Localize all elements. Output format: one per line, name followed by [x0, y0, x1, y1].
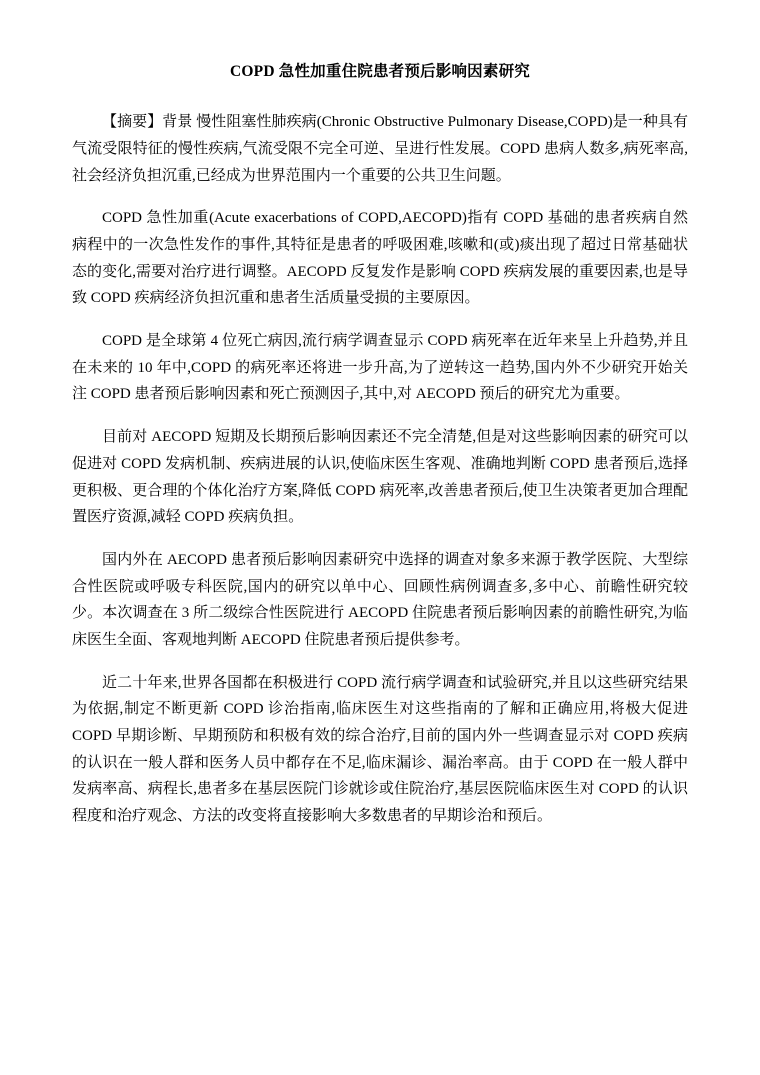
page-title: COPD 急性加重住院患者预后影响因素研究: [230, 63, 530, 80]
paragraph-study-design: 国内外在 AECOPD 患者预后影响因素研究中选择的调查对象多来源于教学医院、大型综合性医院或呼吸专科医院,国内的研究以单中心、回顾性病例调查多,多中心、前瞻性研究较少。本次调查在 3 所二级综合性医院进行 AECOPD 住院患者预后影响因素的前瞻性研究,为临床医生全面、客观地判断 AECOPD 住院患者预后提供参考。: [72, 551, 688, 648]
paragraph-aecopd-definition: COPD 急性加重(Acute exacerbations of COPD,AECOPD)指有 COPD 基础的患者疾病自然病程中的一次急性发作的事件,其特征是患者的呼吸困难,咳嗽和(或)痰出现了超过日常基础状态的变化,需要对治疗进行调整。AECOPD 反复发作是影响 COPD 疾病发展的重要因素,也是导致 COPD 疾病经济负担沉重和患者生活质量受损的主要原因。: [72, 210, 688, 307]
paragraph-prognosis-factors: 目前对 AECOPD 短期及长期预后影响因素还不完全清楚,但是对这些影响因素的研究可以促进对 COPD 发病机制、疾病进展的认识,使临床医生客观、准确地判断 COPD 患者预后,选择更积极、更合理的个体化治疗方案,降低 COPD 病死率,改善患者预后,使卫生决策者更加合理配置医疗资源,减轻 COPD 疾病负担。: [72, 429, 688, 526]
paragraph-guidelines-awareness: 近二十年来,世界各国都在积极进行 COPD 流行病学调查和试验研究,并且以这些研究结果为依据,制定不断更新 COPD 诊治指南,临床医生对这些指南的了解和正确应用,将极大促进 COPD 早期诊断、早期预防和积极有效的综合治疗,目前的国内外一些调查显示对 COPD 疾病的认识在一般人群和医务人员中都存在不足,临床漏诊、漏治率高。由于 COPD 在一般人群中发病率高、病程长,患者多在基层医院门诊就诊或住院治疗,基层医院临床医生对 COPD 的认识程度和治疗观念、方法的改变将直接影响大多数患者的早期诊治和预后。: [72, 674, 688, 825]
paragraph-mortality-rank: COPD 是全球第 4 位死亡病因,流行病学调查显示 COPD 病死率在近年来呈上升趋势,并且在未来的 10 年中,COPD 的病死率还将进一步升高,为了逆转这一趋势,国内外不少研究开始关注 COPD 患者预后影响因素和死亡预测因子,其中,对 AECOPD 预后的研究尤为重要。: [72, 333, 688, 403]
paragraph-abstract-background: 【摘要】背景 慢性阻塞性肺疾病(Chronic Obstructive Pulmonary Disease,COPD)是一种具有气流受限特征的慢性疾病,气流受限不完全可逆、呈进行性发展。COPD 患病人数多,病死率高,社会经济负担沉重,已经成为世界范围内一个重要的公共卫生问题。: [72, 114, 688, 184]
